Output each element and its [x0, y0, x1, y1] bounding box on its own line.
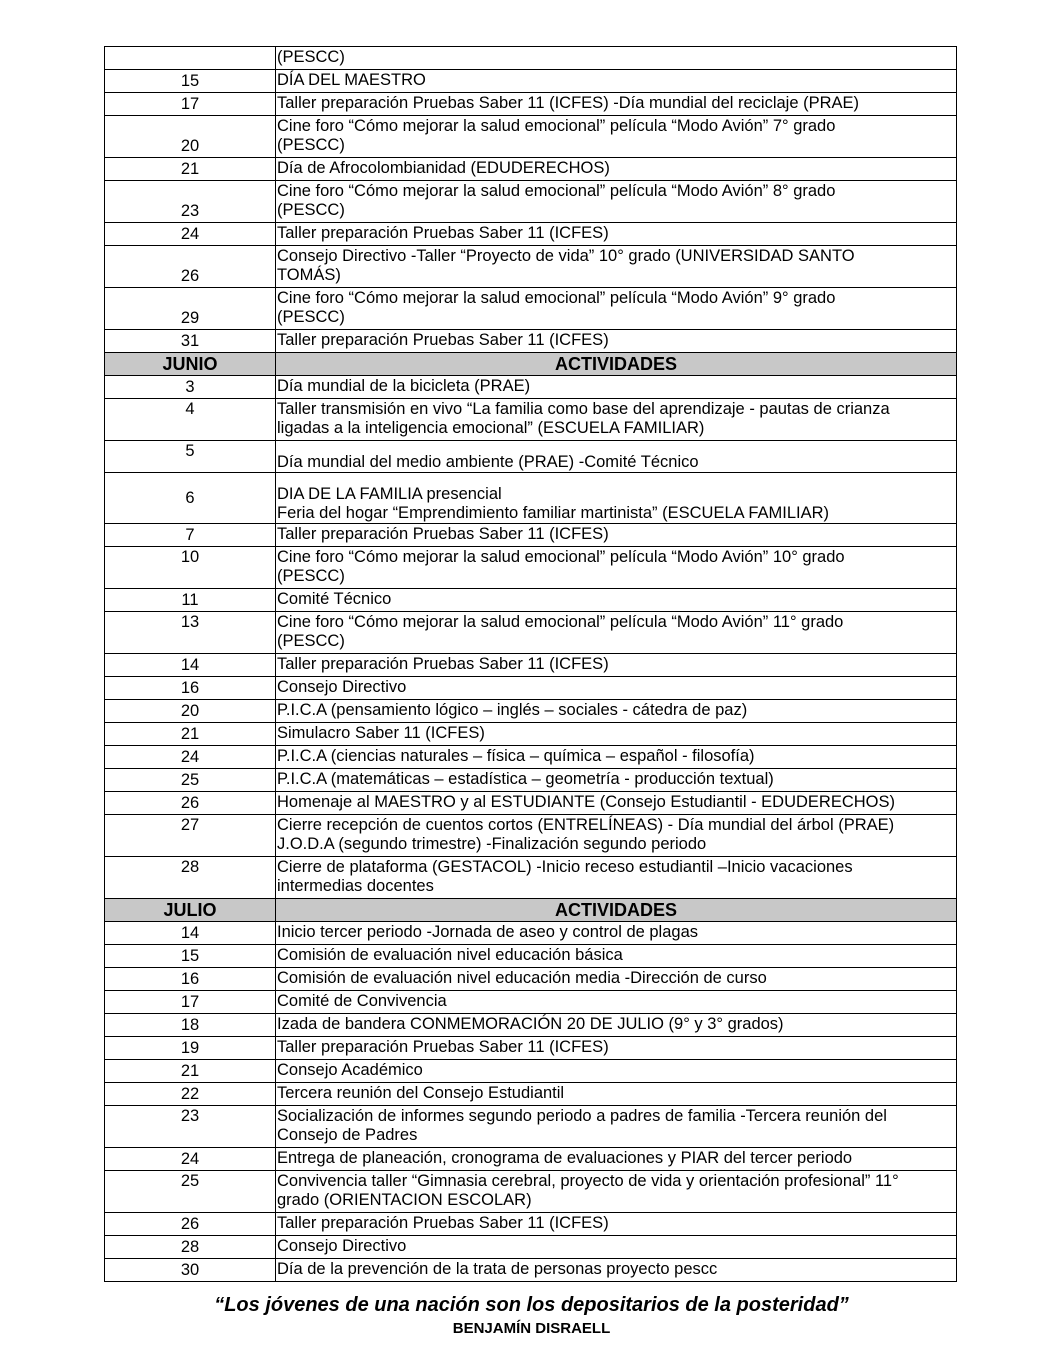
day-cell: 21	[105, 158, 276, 181]
day-cell: 19	[105, 1037, 276, 1060]
activity-cell	[276, 1106, 957, 1148]
activity-cell	[276, 376, 957, 399]
table-row	[105, 589, 957, 612]
activity-cell	[276, 116, 957, 158]
day-cell: 14	[105, 922, 276, 945]
table-row	[105, 1083, 957, 1106]
activity-cell	[276, 246, 957, 288]
month-header-row	[105, 353, 957, 376]
day-cell: 25	[105, 1171, 276, 1213]
month-header-row	[105, 899, 957, 922]
activity-line: DIA DE LA FAMILIA presencial	[277, 485, 502, 503]
activity-cell	[276, 792, 957, 815]
activity-line: Comité Técnico	[277, 590, 392, 608]
activity-cell	[276, 70, 957, 93]
day-cell: 18	[105, 1014, 276, 1037]
activity-line: Taller preparación Pruebas Saber 11 (ICFES)	[277, 655, 609, 673]
activity-cell	[276, 1037, 957, 1060]
day-cell: 28	[105, 857, 276, 899]
activity-cell	[276, 47, 957, 70]
table-row	[105, 792, 957, 815]
activity-line: Día de Afrocolombianidad (EDUDERECHOS)	[277, 159, 610, 177]
activity-line: Cine foro “Cómo mejorar la salud emocional” película “Modo Avión” 8° grado	[277, 182, 836, 200]
activity-line: Taller transmisión en vivo “La familia como base del aprendizaje - pautas de crianza	[277, 400, 890, 418]
day-cell: 15	[105, 70, 276, 93]
day-cell: 26	[105, 246, 276, 288]
day-cell: 17	[105, 93, 276, 116]
activities-header: ACTIVIDADES	[276, 899, 957, 922]
day-cell: 26	[105, 1213, 276, 1236]
activity-line: P.I.C.A (pensamiento lógico – inglés – sociales - cátedra de paz)	[277, 701, 748, 719]
activity-line: P.I.C.A (matemáticas – estadística – geometría - producción textual)	[277, 770, 774, 788]
activity-line: Cine foro “Cómo mejorar la salud emocional” película “Modo Avión” 7° grado	[277, 117, 836, 135]
activity-cell	[276, 288, 957, 330]
activity-cell	[276, 723, 957, 746]
activity-line: Consejo Directivo	[277, 678, 407, 696]
day-cell: 21	[105, 1060, 276, 1083]
table-row	[105, 700, 957, 723]
activity-line: Taller preparación Pruebas Saber 11 (ICFES)	[277, 1038, 609, 1056]
activity-line: P.I.C.A (ciencias naturales – física – química – español - filosofía)	[277, 747, 755, 765]
table-row	[105, 547, 957, 589]
table-row	[105, 441, 957, 473]
activity-cell	[276, 473, 957, 524]
activity-line: Inicio tercer periodo -Jornada de aseo y control de plagas	[277, 923, 698, 941]
activity-line: Cierre recepción de cuentos cortos (ENTRELÍNEAS) - Día mundial del árbol (PRAE)	[277, 816, 895, 834]
activity-line: TOMÁS)	[277, 266, 341, 284]
activity-line: Cine foro “Cómo mejorar la salud emocional” película “Modo Avión” 10° grado	[277, 548, 845, 566]
table-row	[105, 815, 957, 857]
activity-line: Comisión de evaluación nivel educación media -Dirección de curso	[277, 969, 767, 987]
table-row	[105, 47, 957, 70]
activity-line: Taller preparación Pruebas Saber 11 (ICFES)	[277, 1214, 609, 1232]
activity-line: Cine foro “Cómo mejorar la salud emocional” película “Modo Avión” 11° grado	[277, 613, 844, 631]
table-row	[105, 1148, 957, 1171]
activity-line: Taller preparación Pruebas Saber 11 (ICFES)	[277, 525, 609, 543]
footer-quote: “Los jóvenes de una nación son los depositarios de la posteridad”	[214, 1294, 849, 1316]
activity-line: Cine foro “Cómo mejorar la salud emocional” película “Modo Avión” 9° grado	[277, 289, 836, 307]
activity-line: (PESCC)	[277, 48, 345, 66]
activity-line: (PESCC)	[277, 632, 345, 650]
table-row	[105, 991, 957, 1014]
table-row	[105, 473, 957, 524]
day-cell: 6	[105, 473, 276, 524]
activity-line: Taller preparación Pruebas Saber 11 (ICFES) -Día mundial del reciclaje (PRAE)	[277, 94, 860, 112]
table-row	[105, 399, 957, 441]
activity-cell	[276, 1236, 957, 1259]
activity-line: (PESCC)	[277, 201, 345, 219]
day-cell: 28	[105, 1236, 276, 1259]
table-row	[105, 223, 957, 246]
activity-line: J.O.D.A (segundo trimestre) -Finalización segundo periodo	[277, 835, 707, 853]
day-cell: 22	[105, 1083, 276, 1106]
day-cell: 31	[105, 330, 276, 353]
day-cell: 13	[105, 612, 276, 654]
day-cell: 24	[105, 1148, 276, 1171]
table-row	[105, 857, 957, 899]
day-cell: 16	[105, 968, 276, 991]
activity-cell	[276, 1083, 957, 1106]
activity-line: grado (ORIENTACION ESCOLAR)	[277, 1191, 532, 1209]
activity-cell	[276, 815, 957, 857]
day-cell: 30	[105, 1259, 276, 1282]
activity-cell	[276, 677, 957, 700]
activity-line: Taller preparación Pruebas Saber 11 (ICFES)	[277, 331, 609, 349]
activity-cell	[276, 93, 957, 116]
footer-author: BENJAMÍN DISRAELL	[452, 1320, 611, 1337]
activity-cell	[276, 223, 957, 246]
table-row	[105, 1106, 957, 1148]
day-cell: 26	[105, 792, 276, 815]
table-row	[105, 968, 957, 991]
activity-cell	[276, 857, 957, 899]
activity-cell	[276, 612, 957, 654]
activity-cell	[276, 1171, 957, 1213]
day-cell: 10	[105, 547, 276, 589]
activity-cell	[276, 158, 957, 181]
table-row	[105, 677, 957, 700]
activity-cell	[276, 330, 957, 353]
table-row	[105, 181, 957, 223]
table-row	[105, 330, 957, 353]
activity-line: (PESCC)	[277, 136, 345, 154]
table-row	[105, 1259, 957, 1282]
activity-cell	[276, 181, 957, 223]
day-cell: 20	[105, 116, 276, 158]
activity-cell	[276, 945, 957, 968]
activity-cell	[276, 441, 957, 473]
table-row	[105, 746, 957, 769]
table-row	[105, 93, 957, 116]
activity-line: Socialización de informes segundo periodo a padres de familia -Tercera reunión del	[277, 1107, 887, 1125]
activity-cell	[276, 700, 957, 723]
activity-cell	[276, 1148, 957, 1171]
day-cell	[105, 47, 276, 70]
day-cell: 17	[105, 991, 276, 1014]
activity-cell	[276, 968, 957, 991]
day-cell: 11	[105, 589, 276, 612]
table-row	[105, 612, 957, 654]
activity-cell	[276, 1060, 957, 1083]
activity-line: Convivencia taller “Gimnasia cerebral, proyecto de vida y orientación profesional” 11°	[277, 1172, 899, 1190]
activity-cell	[276, 654, 957, 677]
day-cell: 15	[105, 945, 276, 968]
activity-cell	[276, 922, 957, 945]
activity-line: Consejo Directivo -Taller “Proyecto de vida” 10° grado (UNIVERSIDAD SANTO	[277, 247, 855, 265]
activity-cell	[276, 524, 957, 547]
table-row	[105, 1037, 957, 1060]
activity-cell	[276, 589, 957, 612]
table-row	[105, 288, 957, 330]
activity-cell	[276, 399, 957, 441]
day-cell: 29	[105, 288, 276, 330]
activity-line: Día mundial del medio ambiente (PRAE) -Comité Técnico	[277, 453, 699, 471]
activity-line: (PESCC)	[277, 567, 345, 585]
activities-table-body	[105, 47, 957, 1282]
activity-line: Homenaje al MAESTRO y al ESTUDIANTE (Consejo Estudiantil - EDUDERECHOS)	[277, 793, 896, 811]
day-cell: 23	[105, 181, 276, 223]
activity-line: Izada de bandera CONMEMORACIÓN 20 DE JULIO (9° y 3° grados)	[277, 1015, 784, 1033]
day-cell: 25	[105, 769, 276, 792]
day-cell: 3	[105, 376, 276, 399]
activity-cell	[276, 1259, 957, 1282]
table-row	[105, 158, 957, 181]
day-cell: 23	[105, 1106, 276, 1148]
table-row	[105, 70, 957, 93]
table-row	[105, 1213, 957, 1236]
month-name: JULIO	[105, 899, 276, 922]
day-cell: 21	[105, 723, 276, 746]
table-row	[105, 1060, 957, 1083]
table-row	[105, 1236, 957, 1259]
activities-header: ACTIVIDADES	[276, 353, 957, 376]
table-row	[105, 654, 957, 677]
activity-cell	[276, 991, 957, 1014]
day-cell: 16	[105, 677, 276, 700]
activity-line: Consejo de Padres	[277, 1126, 418, 1144]
day-cell: 27	[105, 815, 276, 857]
day-cell: 24	[105, 746, 276, 769]
activities-table	[104, 46, 957, 1282]
table-row	[105, 116, 957, 158]
activity-line: Consejo Directivo	[277, 1237, 407, 1255]
activity-cell	[276, 769, 957, 792]
activity-line: intermedias docentes	[277, 877, 434, 895]
table-row	[105, 1171, 957, 1213]
activity-line: Simulacro Saber 11 (ICFES)	[277, 724, 485, 742]
activity-cell	[276, 1213, 957, 1236]
activity-cell	[276, 746, 957, 769]
activity-line: Día de la prevención de la trata de personas proyecto pescc	[277, 1260, 718, 1278]
day-cell: 14	[105, 654, 276, 677]
day-cell: 5	[105, 441, 276, 473]
table-row	[105, 376, 957, 399]
day-cell: 4	[105, 399, 276, 441]
table-row	[105, 524, 957, 547]
activity-line: Feria del hogar “Emprendimiento familiar martinista” (ESCUELA FAMILIAR)	[277, 504, 830, 522]
month-name: JUNIO	[105, 353, 276, 376]
activity-line: Tercera reunión del Consejo Estudiantil	[277, 1084, 565, 1102]
activity-line: Entrega de planeación, cronograma de evaluaciones y PIAR del tercer periodo	[277, 1149, 853, 1167]
table-row	[105, 922, 957, 945]
activity-line: Comité de Convivencia	[277, 992, 447, 1010]
table-row	[105, 1014, 957, 1037]
activity-line: Taller preparación Pruebas Saber 11 (ICFES)	[277, 224, 609, 242]
activity-cell	[276, 1014, 957, 1037]
activity-line: Cierre de plataforma (GESTACOL) -Inicio receso estudiantil –Inicio vacaciones	[277, 858, 853, 876]
table-row	[105, 945, 957, 968]
activity-line: DÍA DEL MAESTRO	[277, 71, 426, 89]
activity-line: ligadas a la inteligencia emocional” (ESCUELA FAMILIAR)	[277, 419, 705, 437]
activity-line: Día mundial de la bicicleta (PRAE)	[277, 377, 531, 395]
table-row	[105, 246, 957, 288]
activity-line: Comisión de evaluación nivel educación básica	[277, 946, 623, 964]
table-row	[105, 769, 957, 792]
table-row	[105, 723, 957, 746]
day-cell: 7	[105, 524, 276, 547]
activity-line: Consejo Académico	[277, 1061, 423, 1079]
activity-line: (PESCC)	[277, 308, 345, 326]
day-cell: 24	[105, 223, 276, 246]
day-cell: 20	[105, 700, 276, 723]
activity-cell	[276, 547, 957, 589]
